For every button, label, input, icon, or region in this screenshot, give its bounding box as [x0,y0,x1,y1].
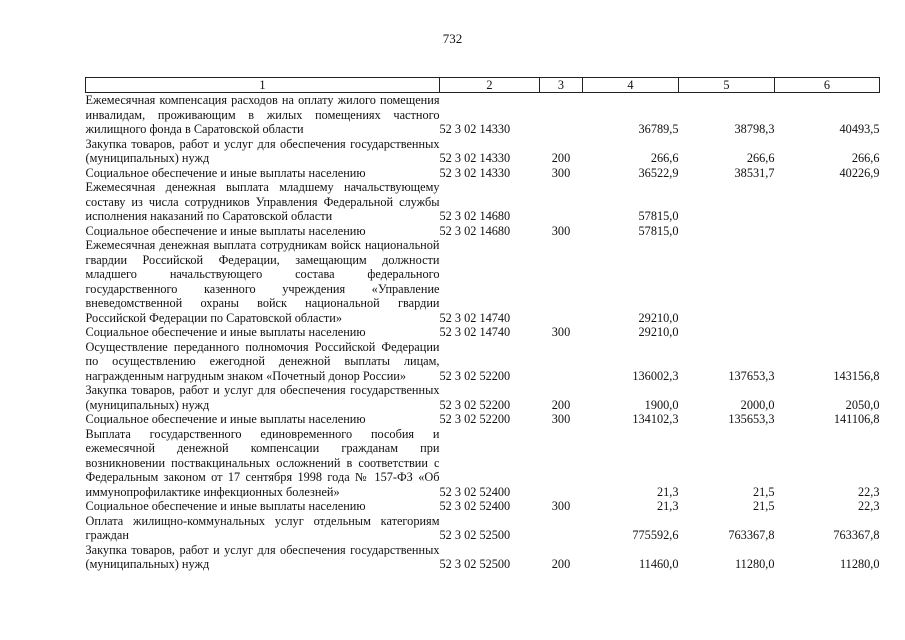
row-target-code: 52 3 02 52500 [439,528,511,542]
table-row [86,166,880,181]
row-expense-type [540,514,583,543]
row-name: Социальное обеспечение и иные выплаты населению [85,412,366,426]
table-row [86,93,880,137]
table-row [86,499,880,514]
row-amount-year2 [679,325,775,340]
row-name: Закупка товаров, работ и услуг для обеспечения государственных (муниципальных) нужд [85,383,440,412]
row-amount-year3: 22,3 [857,499,880,513]
row-name: Закупка товаров, работ и услуг для обеспечения государственных (муниципальных) нужд [85,542,440,571]
row-target-code: 52 3 02 14740 [439,325,511,339]
row-name: Социальное обеспечение и иные выплаты населению [85,223,366,238]
row-amount-year2: 38798,3 [734,122,775,136]
column-header: 5 [679,78,775,93]
row-amount-year3: 40226,9 [839,165,880,180]
column-header: 4 [583,78,679,93]
row-amount-year1: 1900,0 [644,397,679,412]
row-name: Выплата государственного единовременного пособия и ежемесячной денежной компенсации гражданам при возникновении поствакцинальных осложнений в соответствии с Федеральным законом от 17 сентября 1998 года № 157-ФЗ «Об иммунопрофилактике инфекционных болезней» [85,426,440,499]
row-target-code: 52 3 02 14330 [439,122,511,136]
row-amount-year2: 763367,8 [728,528,775,542]
page-number: 732 [442,31,463,46]
row-expense-type: 300 [551,412,571,426]
budget-table [85,77,880,572]
row-expense-type [540,238,583,325]
row-amount-year1: 136002,3 [632,368,679,383]
row-amount-year2: 2000,0 [740,397,775,412]
row-amount-year2: 135653,3 [728,412,775,426]
row-name: Ежемесячная денежная выплата младшему начальствующему составу из числа сотрудников Управления Федеральной службы исполнения наказаний по Саратовской области [85,180,440,223]
row-amount-year2: 21,5 [752,484,775,499]
row-expense-type: 200 [551,397,571,412]
row-target-code: 52 3 02 14680 [439,209,511,223]
row-amount-year1: 57815,0 [638,209,679,223]
row-amount-year2 [679,224,775,239]
row-amount-year3 [775,180,880,224]
table-row [86,383,880,412]
row-name: Социальное обеспечение и иные выплаты населению [85,165,366,180]
table-row [86,224,880,239]
row-target-code: 52 3 02 14330 [439,151,511,165]
table-row [86,238,880,325]
row-amount-year3 [775,325,880,340]
row-amount-year3: 2050,0 [845,397,880,412]
table-row [86,543,880,572]
table-row [86,180,880,224]
row-amount-year1: 57815,0 [638,223,679,238]
row-amount-year1: 11460,0 [638,557,679,571]
row-expense-type: 300 [551,223,571,238]
row-amount-year3 [775,224,880,239]
row-target-code: 52 3 02 14740 [439,310,511,325]
row-amount-year1: 266,6 [650,151,679,165]
row-target-code: 52 3 02 52200 [439,368,511,383]
table-row [86,427,880,500]
row-amount-year3: 22,3 [857,484,880,499]
row-amount-year3: 141106,8 [833,412,880,426]
table-row [86,340,880,384]
row-target-code: 52 3 02 14330 [439,165,511,180]
row-amount-year2: 38531,7 [734,165,775,180]
row-amount-year3: 11280,0 [839,557,880,571]
row-amount-year2: 137653,3 [728,368,775,383]
row-amount-year2 [679,238,775,325]
row-expense-type: 300 [551,499,571,513]
table-row [86,137,880,166]
row-amount-year2: 11280,0 [734,557,775,571]
row-amount-year2: 21,5 [752,499,775,513]
row-amount-year3: 143156,8 [833,368,880,383]
row-target-code: 52 3 02 52400 [439,484,511,499]
row-expense-type: 200 [551,557,571,571]
row-name: Социальное обеспечение и иные выплаты населению [85,325,366,339]
table-row [86,412,880,427]
row-amount-year1: 21,3 [656,484,679,499]
column-header: 1 [86,78,440,93]
row-amount-year1: 134102,3 [632,412,679,426]
row-amount-year1: 29210,0 [638,325,679,339]
row-amount-year3: 40493,5 [839,122,880,136]
row-amount-year2 [679,180,775,224]
row-target-code: 52 3 02 14680 [439,223,511,238]
row-name: Оплата жилищно-коммунальных услуг отдельным категориям граждан [85,513,440,542]
row-expense-type: 200 [551,151,571,165]
row-target-code: 52 3 02 52500 [439,557,511,571]
row-name: Ежемесячная компенсация расходов на оплату жилого помещения инвалидам, проживающим в жилых помещениях частного жилищного фонда в Саратовской области [85,93,440,136]
row-name: Осуществление переданного полномочия Российской Федерации по осуществлению ежегодной денежной выплаты лицам, награжденным нагрудным знаком «Почетный донор России» [85,339,440,383]
table-row [86,325,880,340]
row-amount-year1: 775592,6 [632,528,679,542]
row-amount-year1: 29210,0 [638,310,679,325]
row-amount-year2: 266,6 [746,151,775,165]
row-expense-type [540,427,583,500]
row-expense-type: 300 [551,325,571,339]
row-target-code: 52 3 02 52400 [439,499,511,513]
row-amount-year3 [775,238,880,325]
row-expense-type: 300 [551,165,571,180]
table-header-row [86,78,880,93]
row-amount-year1: 36789,5 [638,122,679,136]
column-header: 6 [775,78,880,93]
row-amount-year1: 21,3 [656,499,679,513]
row-amount-year3: 266,6 [851,151,880,165]
row-name: Социальное обеспечение и иные выплаты населению [85,499,366,513]
row-expense-type [540,180,583,224]
row-name: Закупка товаров, работ и услуг для обеспечения государственных (муниципальных) нужд [85,136,440,165]
row-expense-type [540,340,583,384]
column-header: 3 [540,78,583,93]
column-header: 2 [440,78,540,93]
row-amount-year3: 763367,8 [833,528,880,542]
row-target-code: 52 3 02 52200 [439,397,511,412]
row-name: Ежемесячная денежная выплата сотрудникам войск национальной гвардии Российской Федерации, замещающим должности младшего начальствующего состава федерального государственного казенного учреждения «Управление вневедомственной охраны войск национальной гвардии Российской Федерации по Саратовской области» [85,238,440,325]
row-expense-type [540,93,583,137]
row-target-code: 52 3 02 52200 [439,412,511,426]
row-amount-year1: 36522,9 [638,165,679,180]
table-row [86,514,880,543]
